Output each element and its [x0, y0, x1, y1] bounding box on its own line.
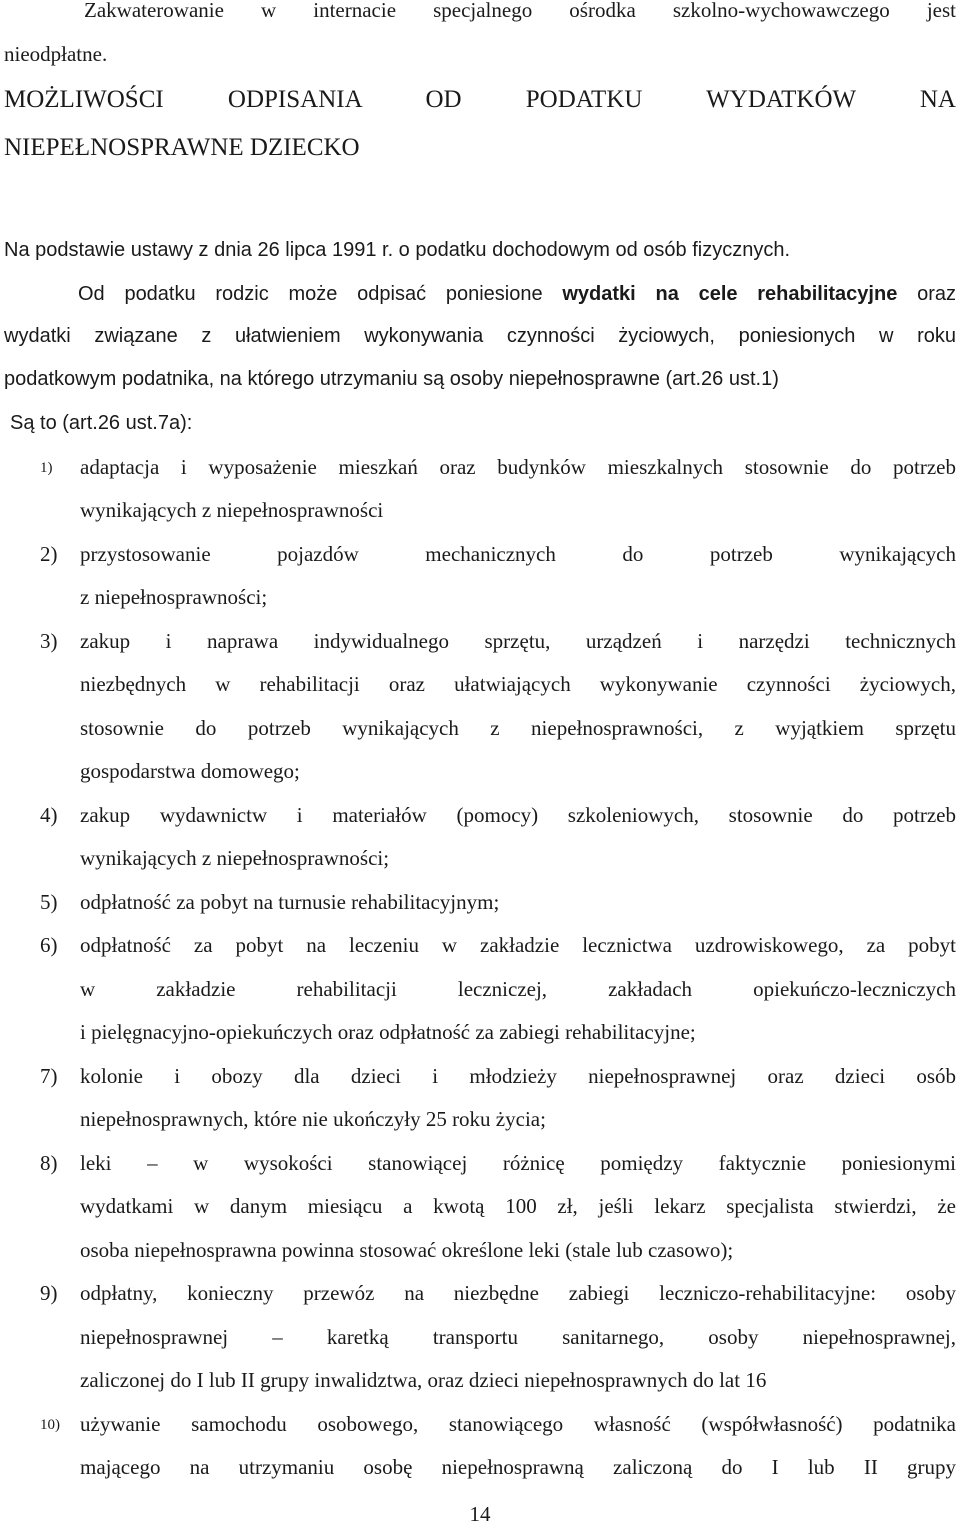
paragraph-line-2: wydatki związane z ułatwieniem wykonywania czynności życiowych, poniesionych w roku — [4, 325, 956, 347]
list-line: niepełnosprawnej – karetką transportu sanitarnego, osoby niepełnosprawnej, — [80, 1325, 956, 1349]
list-line: w zakładzie rehabilitacji leczniczej, zakładach opiekuńczo-leczniczych — [80, 977, 956, 1001]
list-line: niezbędnych w rehabilitacji oraz ułatwiających wykonywanie czynności życiowych, — [80, 672, 956, 696]
list-line: odpłatność za pobyt na leczeniu w zakładzie lecznictwa uzdrowiskowego, za pobyt — [80, 933, 956, 957]
list-line: zakup i naprawa indywidualnego sprzętu, urządzeń i narzędzi technicznych — [80, 629, 956, 653]
page-number: 14 — [469, 1502, 491, 1526]
list-number: 7) — [40, 1064, 58, 1088]
heading-line-1: MOŻLIWOŚCI ODPISANIA OD PODATKU WYDATKÓW NA — [4, 86, 956, 113]
list-line: z niepełnosprawności; — [80, 585, 268, 609]
list-line: kolonie i obozy dla dzieci i młodzieży niepełnosprawnej oraz dzieci osób — [80, 1064, 956, 1088]
list-number: 2) — [40, 542, 58, 566]
list-line: używanie samochodu osobowego, stanowiącego własność (współwłasność) podatnika — [80, 1412, 956, 1436]
paragraph-lead: Od podatku rodzic może odpisać poniesione — [78, 283, 563, 305]
list-line: mającego na utrzymaniu osobę niepełnosprawną zaliczoną do I lub II grupy — [80, 1455, 956, 1479]
paragraph-line-1 — [78, 284, 956, 304]
paragraph-line-3: podatkowym podatnika, na którego utrzymaniu są osoby niepełnosprawne (art.26 ust.1) — [4, 368, 779, 390]
list-line: zaliczonej do I lub II grupy inwalidztwa, oraz dzieci niepełnosprawnych do lat 16 — [80, 1368, 767, 1392]
list-line: odpłatność za pobyt na turnusie rehabilitacyjnym; — [80, 890, 500, 914]
list-line: leki – w wysokości stanowiącej różnicę pomiędzy faktycznie poniesionymi — [80, 1151, 956, 1175]
list-number: 10) — [40, 1417, 60, 1433]
list-number: 9) — [40, 1281, 58, 1305]
list-number: 5) — [40, 890, 58, 914]
intro-line-2: nieodpłatne. — [4, 42, 108, 66]
intro-line-1: Zakwaterowanie w internacie specjalnego ośrodka szkolno-wychowawczego jest — [84, 0, 956, 22]
list-line: zakup wydawnictw i materiałów (pomocy) szkoleniowych, stosownie do potrzeb — [80, 803, 956, 827]
list-line: przystosowanie pojazdów mechanicznych do potrzeb wynikających — [80, 542, 956, 566]
heading-line-2: NIEPEŁNOSPRAWNE DZIECKO — [4, 134, 360, 161]
list-line: niepełnosprawnych, które nie ukończyły 25 roku życia; — [80, 1107, 546, 1131]
list-line: adaptacja i wyposażenie mieszkań oraz budynków mieszkalnych stosownie do potrzeb — [80, 455, 956, 479]
legal-basis: Na podstawie ustawy z dnia 26 lipca 1991 r. o podatku dochodowym od osób fizycznych. — [4, 239, 791, 261]
list-number: 4) — [40, 803, 58, 827]
list-number: 8) — [40, 1151, 58, 1175]
list-line: stosownie do potrzeb wynikających z niepełnosprawności, z wyjątkiem sprzętu — [80, 716, 956, 740]
paragraph-bold: wydatki na cele rehabilitacyjne — [562, 283, 898, 305]
list-number: 6) — [40, 933, 58, 957]
list-line: i pielęgnacyjno-opiekuńczych oraz odpłatność za zabiegi rehabilitacyjne; — [80, 1020, 696, 1044]
list-line: osoba niepełnosprawna powinna stosować określone leki (stale lub czasowo); — [80, 1238, 734, 1262]
list-line: gospodarstwa domowego; — [80, 759, 300, 783]
paragraph-line-4: Są to (art.26 ust.7a): — [10, 412, 193, 434]
list-number: 1) — [40, 460, 53, 476]
list-line: wynikających z niepełnosprawności — [80, 498, 384, 522]
list-number: 3) — [40, 629, 58, 653]
paragraph-tail: oraz — [897, 283, 956, 305]
list-line: odpłatny, konieczny przewóz na niezbędne zabiegi leczniczo-rehabilitacyjne: osoby — [80, 1281, 956, 1305]
list-line: wynikających z niepełnosprawności; — [80, 846, 390, 870]
list-line: wydatkami w danym miesiącu a kwotą 100 zł, jeśli lekarz specjalista stwierdzi, że — [80, 1194, 956, 1218]
